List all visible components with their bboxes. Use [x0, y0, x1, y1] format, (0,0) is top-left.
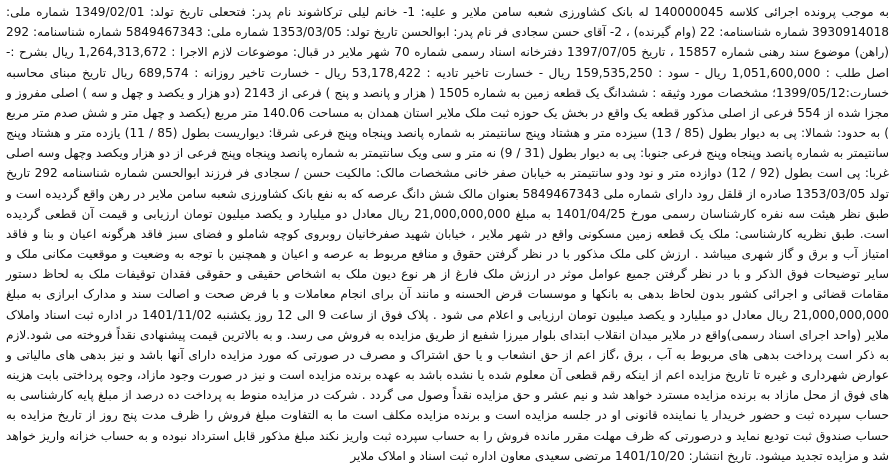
- auction-notice-body: به موجب پرونده اجرائی کلاسه 140000045 له بانک کشاورزی شعبه سامن ملایر و علیه: 1- خانم لیلی ترکاشوند نام پدر: فتحعلی تاریخ تولد: 1349/02/01 شماره ملی: 3930914018 شماره شناسنامه: 22 (وام گیرنده) ، 2- آقای حسن سجادی فر نام پدر: ابوالحسن تاریخ تولد: 1353/03/05 شماره ملی: 5849467343 شماره شناسنامه: 292 (راهن) موضوع سند رهنی شماره 15857 ، تاریخ 1397/07/05 دفترخانه اسناد رسمی شماره 70 شهر ملایر در قبال: موضوعات لازم الاجرا : 1,264,313,672 ریال بشرح :- اصل طلب : 1,051,600,000 ریال - سود : 159,535,250 ریال - خسارت تاخیر تادیه : 53,178,422 ریال - خسارت تاخیر روزانه : 689,574 ریال تاریخ مبنای محاسبه خسارت:1399/05/12؛ مشخصات مورد وثیقه : ششدانگ یک قطعه زمین به شماره 1505 ( هزار و پانصد و پنج ) فرعی از 2143 (دو هزار و یکصد و چهل و سه ) اصلی مفروز و مجزا شده از 554 فرعی از اصلی مذکور قطعه یک واقع در بخش یک حوزه ثبت ملک ملایر استان همدان به مساحت 140.06 متر مربع (یکصد و چهل متر و شش صدم متر مربع ) به حدود: شمالا: پی به دیوار بطول (85 / 13) سیزده متر و هشتاد وپنج سانتیمتر به شماره پانصد وپنجاه وپنج فرعی شرقا: دیواریست بطول (85 / 11) یازده متر و هشتاد وپنج سانتیمتر به شماره پانصد وپنجاه وپنج فرعی جنوبا: پی به دیوار بطول (31 / 9) نه متر و سی ویک سانتیمتر به شماره پانصد وپنجاه وپنج فرعی از دو هزار ویکصد وچهل وسه اصلی غربا: پی است بطول (92 / 12) دوازده متر و نود ودو سانتیمتر به خیابان صفر خانی مشخصات مالک: مالکیت حسن / سجادی فر فرزند ابوالحسن شماره شناسنامه 292 تاریخ تولد 1353/03/05 صادره از قلقل رود دارای شماره ملی 5849467343 بعنوان مالک شش دانگ عرصه که به نفع بانک کشاورزی شعبه سامن ملایر در رهن واقع گردیده است و طبق نظر هیئت سه نفره کارشناسان رسمی مورخ 1401/04/25 به مبلغ 21,000,000,000 ریال معادل دو میلیارد و یکصد میلیون تومان ارزیابی و قیمت آن قطعی گردیده است. طبق نظریه کارشناسی: ملک یک قطعه زمین مسکونی واقع در شهر ملایر ، خیابان شهید صفرخانیان روبروی کوچه شاملو و فضای سبز فاقد هرگونه اعیان و بنا و فاقد امتیاز آب و برق و گاز شهری میباشد . ارزش کلی ملک مذکور با در نظر گرفتن حقوق و منافع مربوط به عرصه و اعیان و همچنین با توجه به وضعیت و موقعیت مکانی ملک و سایر توضیحات فوق الذکر و با در نظر گرفتن جمیع عوامل موثر در ارزش ملک فارغ از هر نوع دیون ملک به اشخاص حقیقی و حقوقی فقدان توقیفات ملک به لحاظ دستور مقامات قضائی و اجرائی کشور بدون لحاظ بدهی به بانکها و موسسات قرض الحسنه و مانند آن برای انجام معاملات و با فرض صحت و اصالت سند و مدارک ابرازی به مبلغ 21,000,000,000 ریال معادل دو میلیارد و یکصد میلیون تومان ارزیابی و اعلام می شود . پلاک فوق از ساعت 9 الی 12 روز یکشنبه 1401/11/02 در اداره ثبت اسناد واملاک ملایر (واحد اجرای اسناد رسمی)واقع در ملایر میدان انقلاب ابتدای بلوار میرزا شفیع از طریق مزایده به فروش می رسد. و به بالاترین قیمت پیشنهادی نقداً فروخته می شود.لازم به ذکر است پرداخت بدهی های مربوط به آب ، برق ،گاز اعم از حق انشعاب و یا حق اشتراک و مصرف در صورتی که مورد مزایده دارای آنها باشد و نیز بدهی های مالیاتی و عوارض شهرداری و غیره تا تاریخ مزایده اعم از اینکه رقم قطعی آن معلوم شده یا نشده باشد به عهده برنده مزایده است و نیز در صورت وجود مازاد، وجوه پرداختی بابت هزینه های فوق از محل مازاد به برنده مزایده مسترد خواهد شد و نیم عشر و حق مزایده نقداً وصول می گردد . شرکت در مزایده منوط به پرداخت ده درصد از مبلغ پایه کارشناسی به حساب سپرده ثبت و حضور خریدار یا نماینده قانونی او در جلسه مزایده است و برنده مزایده مکلف است ما به التفاوت مبلغ فروش را ظرف مدت پنج روز از تاریخ مزایده به حساب صندوق ثبت تودیع نماید و درصورتی که ظرف مهلت مقرر مانده فروش را به حساب سپرده ثبت واریز نکند مبلغ مذکور قابل استرداد نبوده و به حساب خزانه واریز خواهد شد و مزایده تجدید میشود. تاریخ انتشار: 1401/10/20 مرتضی سعیدی معاون اداره ثبت اسناد و املاک ملایر: [6, 5, 890, 463]
